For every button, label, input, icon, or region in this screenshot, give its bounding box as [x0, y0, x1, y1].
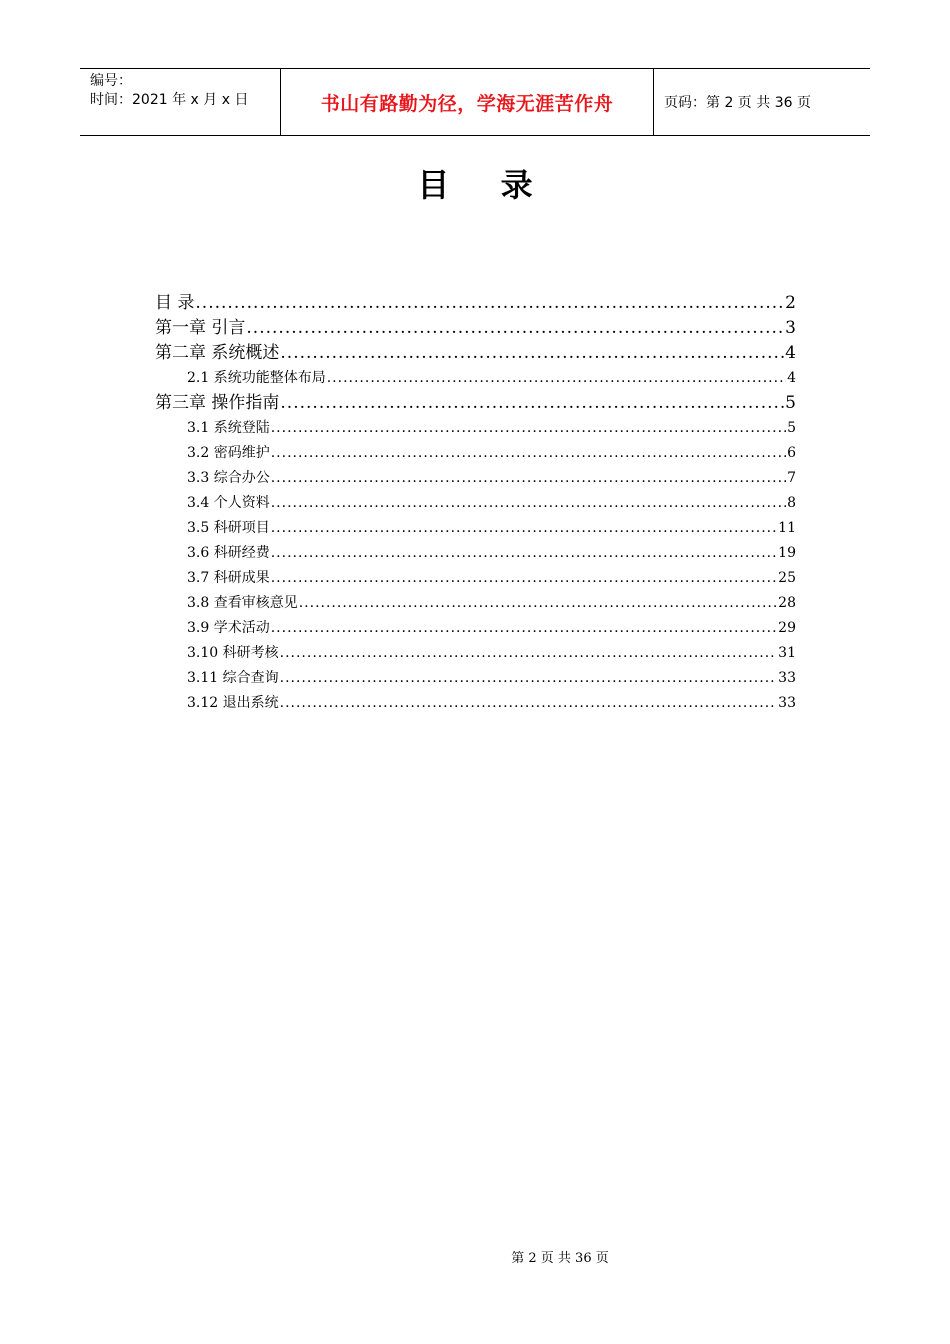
toc-dot-leader: [271, 441, 786, 466]
toc-dot-leader: [271, 566, 777, 591]
toc-entry-page: 29: [778, 620, 796, 636]
toc-entry-page: 4: [787, 370, 796, 386]
time-label: 时间：2021 年 x 月 x 日: [90, 92, 249, 108]
toc-entry-label: 3.11 综合查询: [187, 670, 279, 686]
toc-dot-leader: [280, 341, 784, 366]
toc-entry-label: 3.1 系统登陆: [187, 420, 270, 436]
table-of-contents: [155, 291, 796, 716]
toc-dot-leader: [271, 541, 777, 566]
toc-entry-label: 3.5 科研项目: [187, 520, 270, 536]
toc-dot-leader: [271, 616, 777, 641]
toc-entry[interactable]: [155, 291, 796, 316]
toc-entry-label: 3.10 科研考核: [187, 645, 279, 661]
page-footer: 第 2 页 共 36 页: [511, 1251, 609, 1266]
toc-dot-leader: [280, 641, 778, 666]
toc-entry-label: 3.12 退出系统: [187, 695, 279, 711]
toc-entry-label: 目 录: [155, 293, 195, 313]
toc-entry[interactable]: [155, 666, 796, 691]
toc-entry-page: 3: [785, 318, 796, 338]
toc-dot-leader: [280, 691, 778, 716]
toc-entry[interactable]: [155, 641, 796, 666]
toc-dot-leader: [246, 316, 784, 341]
toc-dot-leader: [280, 391, 784, 416]
toc-entry-label: 2.1 系统功能整体布局: [187, 370, 326, 386]
toc-entry[interactable]: [155, 541, 796, 566]
toc-entry-page: 31: [778, 645, 796, 661]
toc-entry[interactable]: [155, 366, 796, 391]
toc-entry-label: 第三章 操作指南: [155, 393, 280, 413]
toc-dot-leader: [271, 416, 786, 441]
toc-dot-leader: [271, 466, 786, 491]
toc-entry-page: 28: [778, 595, 796, 611]
toc-dot-leader: [271, 491, 786, 516]
toc-entry-page: 19: [778, 545, 796, 561]
toc-entry[interactable]: [155, 341, 796, 366]
toc-entry[interactable]: [155, 416, 796, 441]
toc-dot-leader: [271, 516, 777, 541]
toc-entry[interactable]: [155, 591, 796, 616]
toc-entry[interactable]: [155, 466, 796, 491]
document-title: 目 录: [417, 166, 553, 204]
header-page-info: 页码：第 2 页 共 36 页: [664, 95, 811, 111]
toc-entry-label: 3.2 密码维护: [187, 445, 270, 461]
toc-entry-page: 33: [778, 695, 796, 711]
toc-entry-label: 3.7 科研成果: [187, 570, 270, 586]
toc-entry-page: 33: [778, 670, 796, 686]
toc-entry-label: 3.6 科研经费: [187, 545, 270, 561]
toc-dot-leader: [327, 366, 786, 391]
toc-dot-leader: [280, 666, 778, 691]
toc-entry[interactable]: [155, 316, 796, 341]
toc-entry-page: 8: [787, 495, 796, 511]
header-motto: 书山有路勤为径，学海无涯苦作舟: [281, 69, 654, 135]
toc-entry-label: 3.9 学术活动: [187, 620, 270, 636]
header-meta: [80, 69, 281, 135]
toc-entry[interactable]: [155, 691, 796, 716]
toc-entry-page: 6: [787, 445, 796, 461]
toc-entry-label: 第一章 引言: [155, 318, 246, 338]
toc-entry-page: 11: [778, 520, 796, 536]
toc-entry[interactable]: [155, 491, 796, 516]
toc-entry-label: 3.4 个人资料: [187, 495, 270, 511]
toc-entry-page: 7: [787, 470, 796, 486]
toc-entry-label: 3.3 综合办公: [187, 470, 270, 486]
page-header: [80, 68, 870, 136]
number-label: 编号：: [90, 73, 132, 89]
toc-entry-page: 5: [787, 420, 796, 436]
toc-dot-leader: [195, 291, 784, 316]
toc-entry[interactable]: [155, 391, 796, 416]
toc-entry-label: 第二章 系统概述: [155, 343, 280, 363]
toc-entry-label: 3.8 查看审核意见: [187, 595, 298, 611]
toc-entry[interactable]: [155, 441, 796, 466]
toc-dot-leader: [299, 591, 777, 616]
toc-entry[interactable]: [155, 516, 796, 541]
toc-entry-page: 25: [778, 570, 796, 586]
toc-entry-page: 5: [785, 393, 796, 413]
toc-entry[interactable]: [155, 616, 796, 641]
toc-entry[interactable]: [155, 566, 796, 591]
toc-entry-page: 4: [785, 343, 796, 363]
toc-entry-page: 2: [785, 293, 796, 313]
